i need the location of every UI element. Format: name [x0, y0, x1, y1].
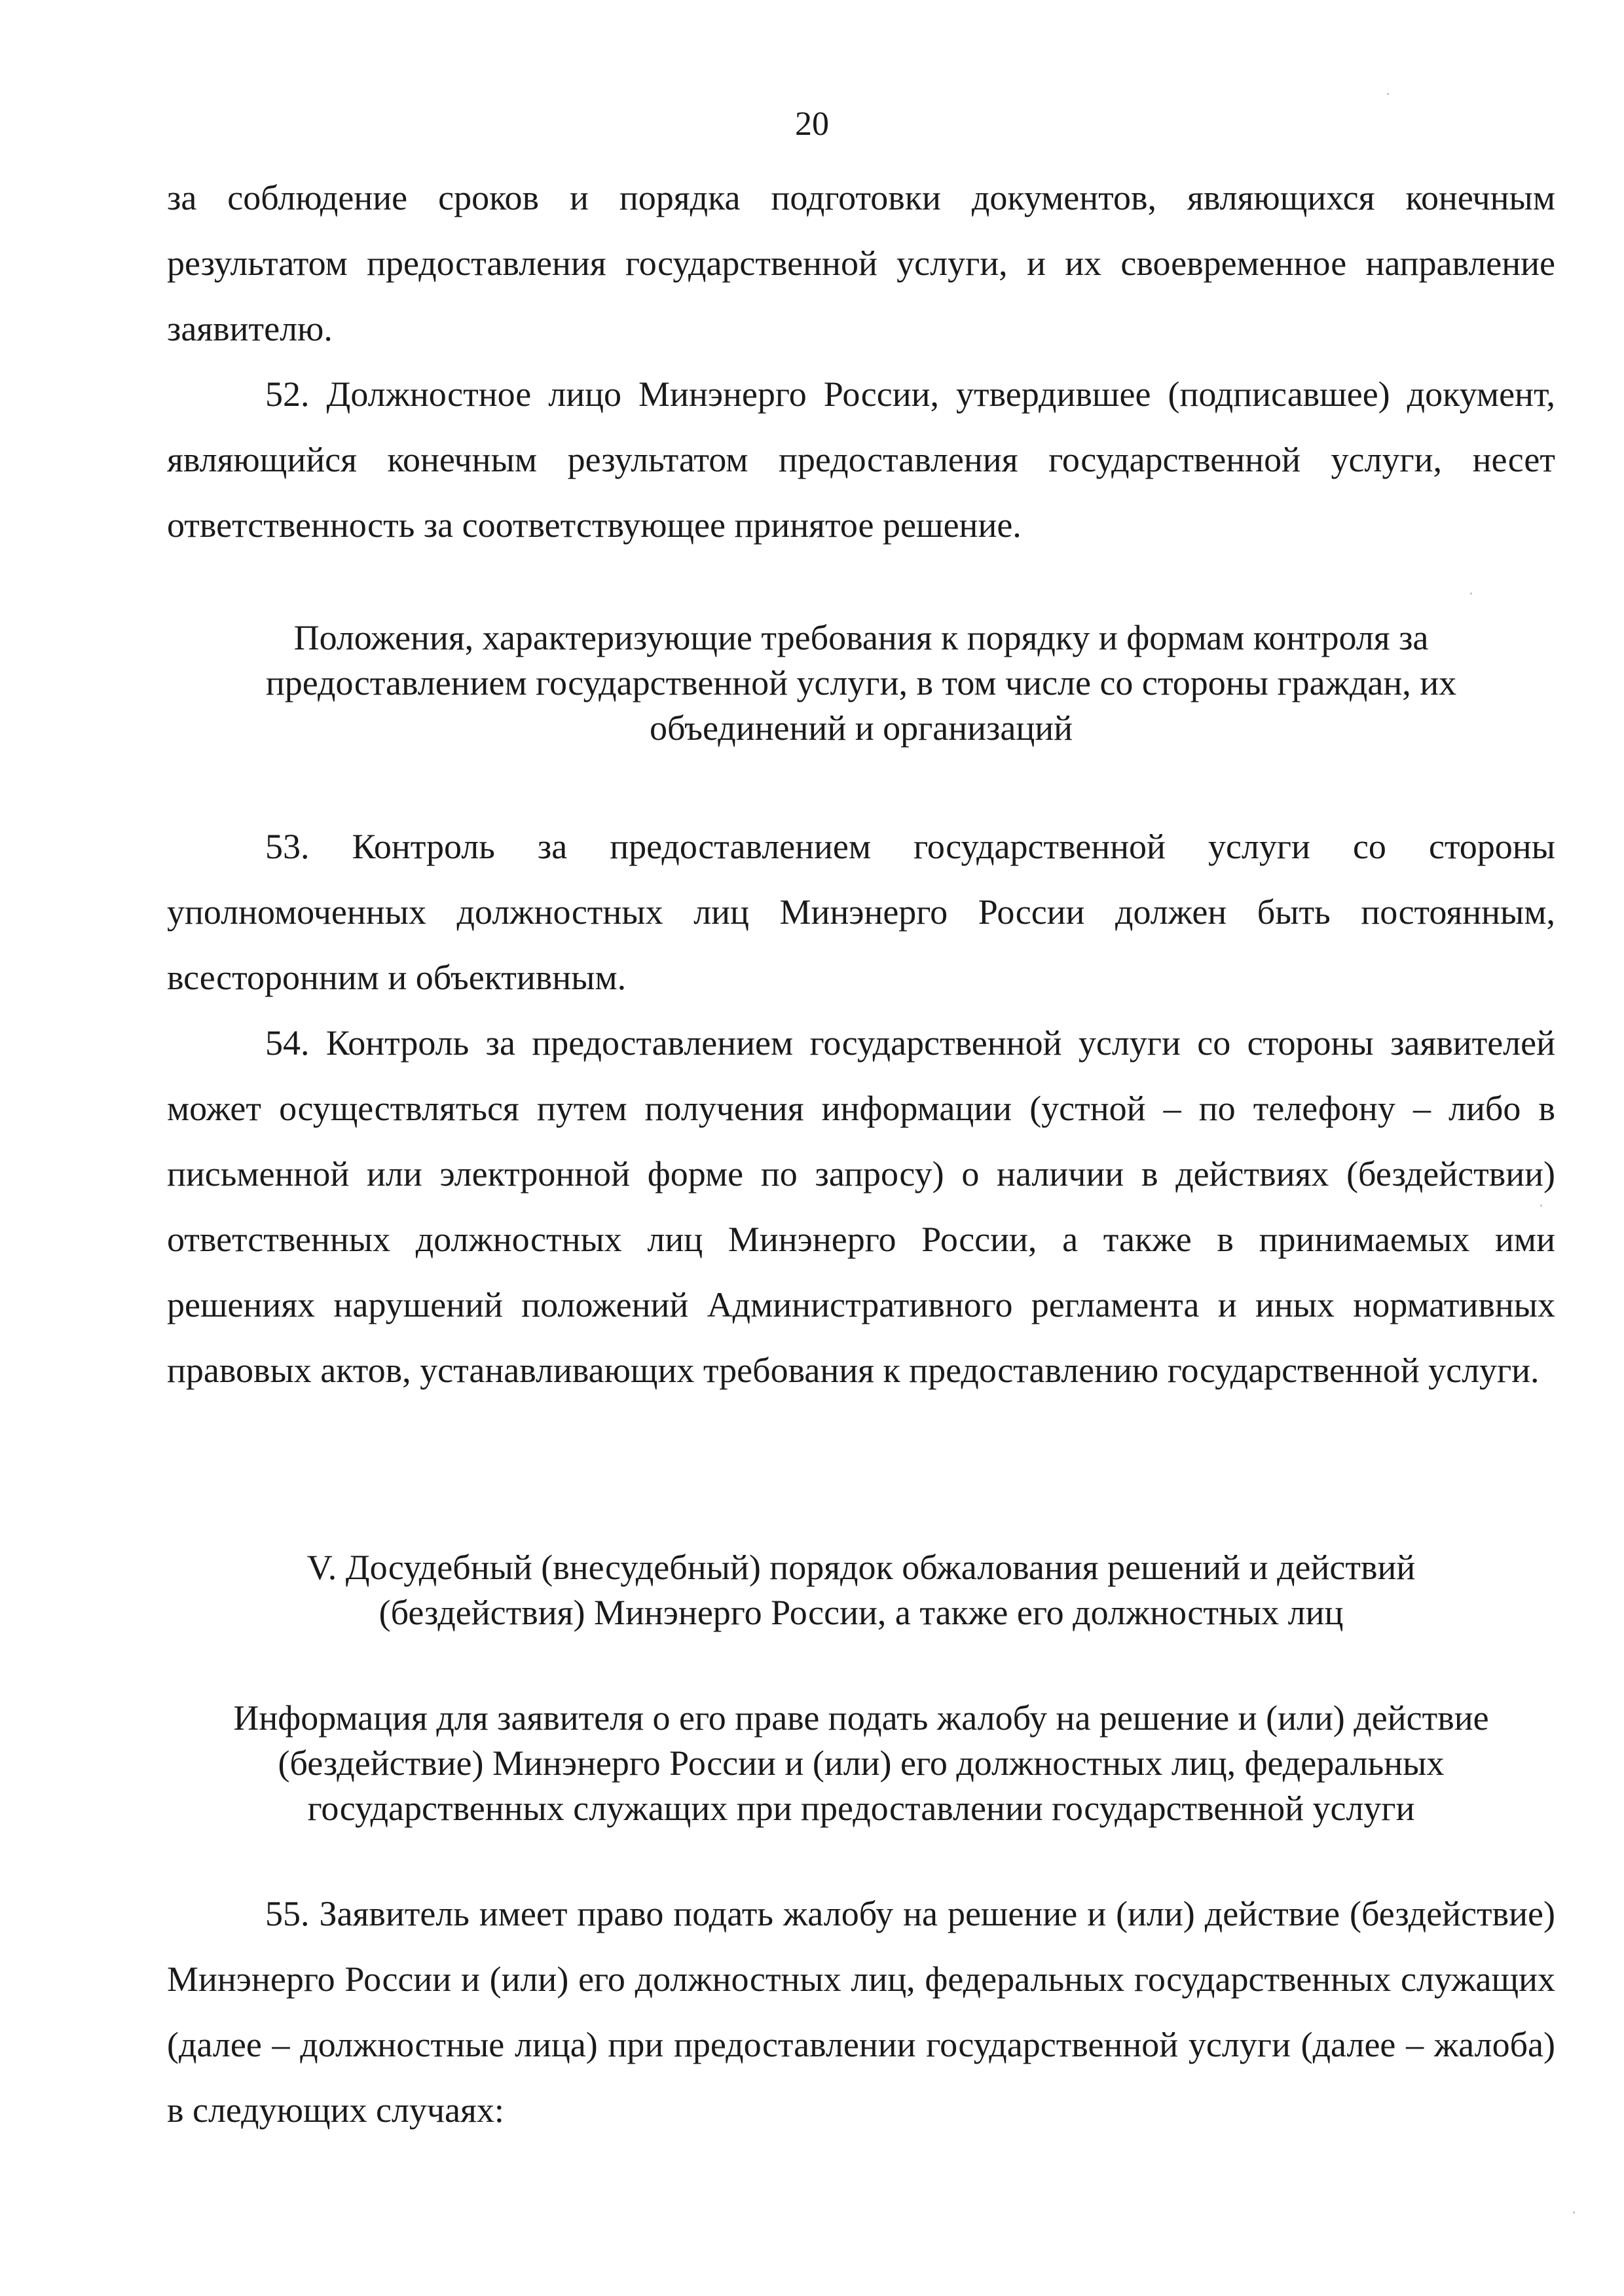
heading-line: Информация для заявителя о его праве подать жалобу на решение и (или) действие — [233, 1698, 1489, 1738]
heading-line: Положения, характеризующие требования к порядку и формам контроля за — [293, 618, 1429, 657]
scan-speck — [1540, 1205, 1542, 1207]
page-number: 20 — [795, 105, 829, 143]
heading-complaint-right-info — [167, 1696, 1555, 1831]
paragraph-55 — [167, 1881, 1555, 2143]
scan-speck — [1387, 93, 1389, 95]
heading-section-v — [167, 1545, 1555, 1635]
scan-speck — [1573, 2212, 1575, 2214]
paragraph-53 — [167, 814, 1555, 1010]
scan-speck — [1470, 592, 1472, 594]
heading-line: государственных служащих при предоставлении государственной услуги — [307, 1789, 1415, 1828]
heading-line: (бездействие) Минэнерго России и (или) его должностных лиц, федеральных — [278, 1743, 1445, 1783]
paragraph-51-continuation — [167, 165, 1555, 361]
heading-line: предоставлением государственной услуги, в том числе со стороны граждан, их — [265, 663, 1457, 702]
paragraph-text: 55. Заявитель имеет право подать жалобу на решение и (или) действие (бездействие) Минэнерго России и (или) его должностных лиц, федеральных государственных служащих (далее – должностные лица) при предоставлении государственной услуги (далее – жалоба) в следующих случаях: — [167, 1894, 1555, 2130]
heading-line: (бездействия) Минэнерго России, а также его должностных лиц — [378, 1593, 1344, 1632]
paragraph-text: 53. Контроль за предоставлением государственной услуги со стороны уполномоченных должностных лиц Минэнерго России должен быть постоянным, всесторонним и объективным. — [167, 827, 1555, 997]
heading-control-provisions — [167, 615, 1555, 751]
paragraph-54 — [167, 1010, 1555, 1403]
paragraph-text: 52. Должностное лицо Минэнерго России, утвердившее (подписавшее) документ, являющийся конечным результатом предоставления государственной услуги, несет ответственность за соответствующее принятое решение. — [167, 374, 1555, 545]
paragraph-text: за соблюдение сроков и порядка подготовки документов, являющихся конечным результатом предоставления государственной услуги, и их своевременное направление заявителю. — [167, 178, 1555, 348]
paragraph-52 — [167, 361, 1555, 558]
paragraph-text: 54. Контроль за предоставлением государственной услуги со стороны заявителей может осуществляться путем получения информации (устной – по телефону – либо в письменной или электронной форме по запросу) о наличии в действиях (бездействии) ответственных должностных лиц Минэнерго России, а также в принимаемых ими решениях нарушений положений Административного регламента и иных нормативных правовых актов, устанавливающих требования к предоставлению государственной услуги. — [167, 1023, 1555, 1390]
heading-line: V. Досудебный (внесудебный) порядок обжалования решений и действий — [306, 1548, 1416, 1587]
heading-line: объединений и организаций — [649, 708, 1073, 748]
